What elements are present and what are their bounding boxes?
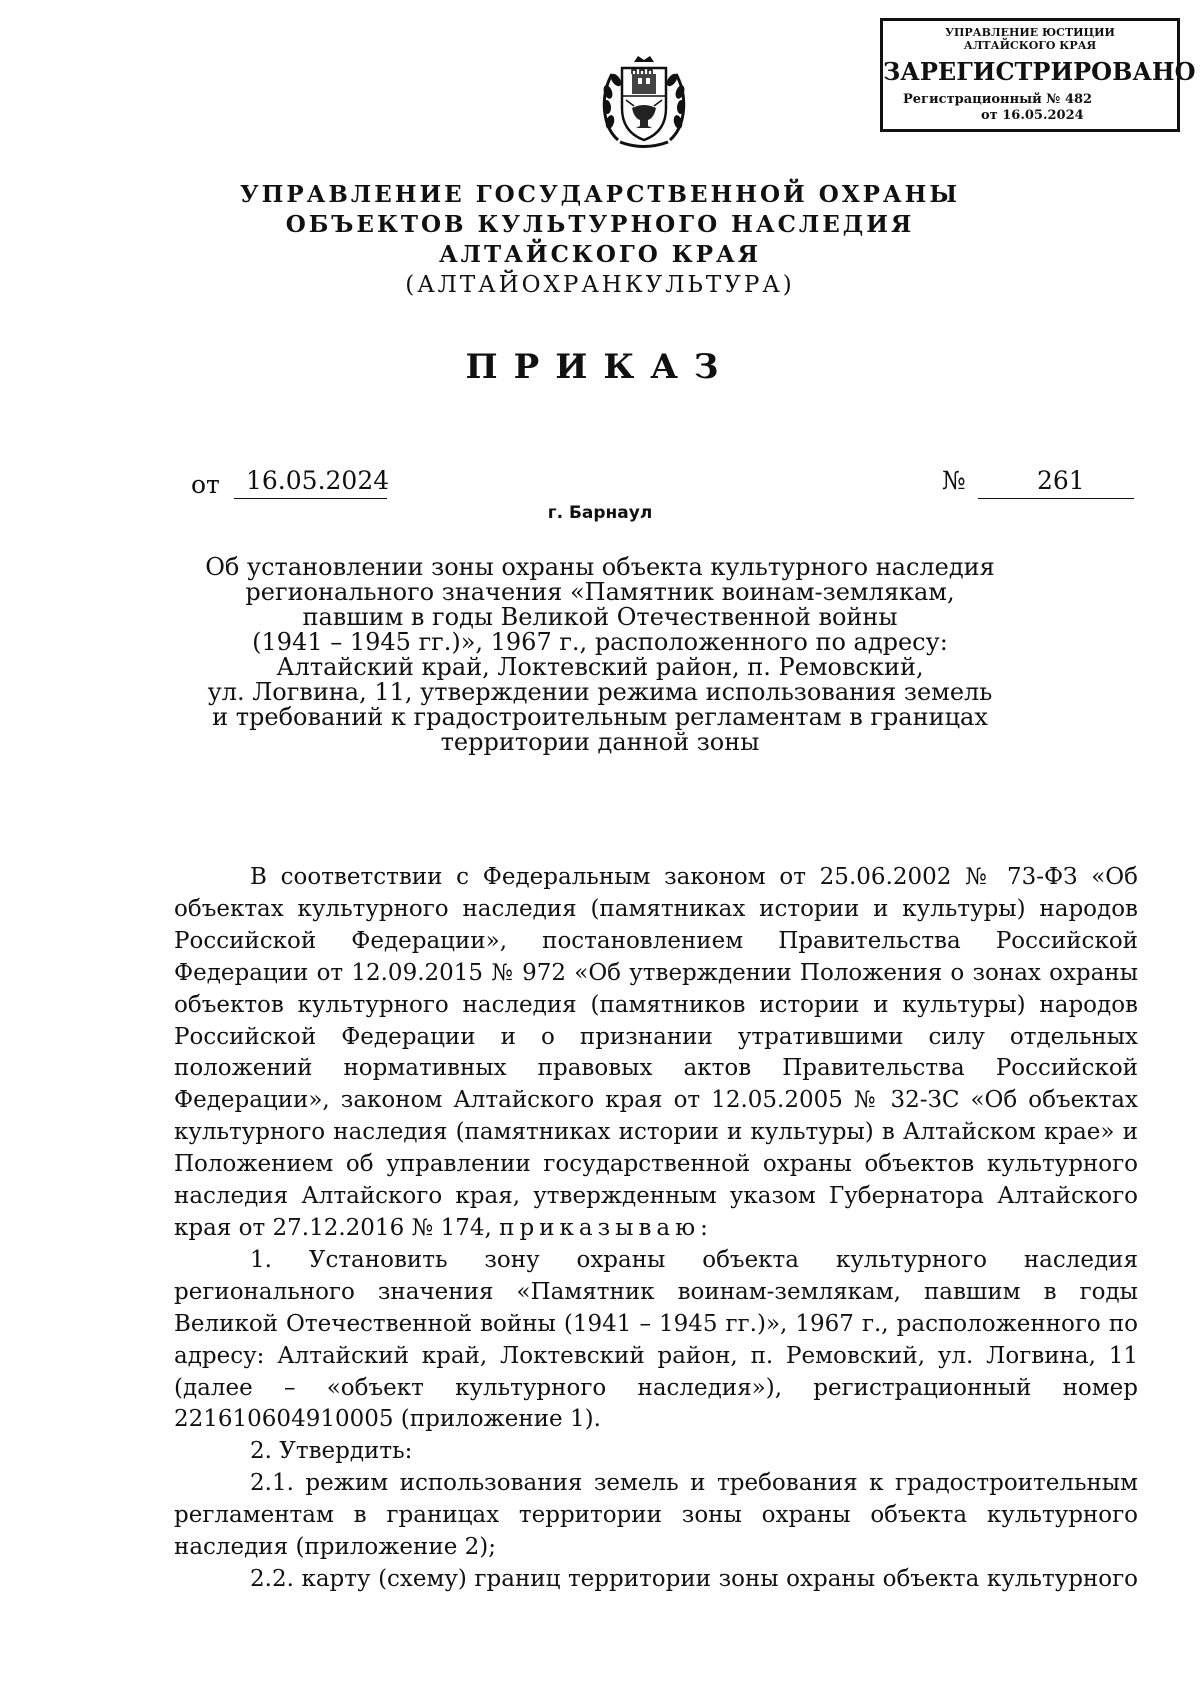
org-name-line3: АЛТАЙСКОГО КРАЯ [438, 241, 762, 268]
org-name-line1: УПРАВЛЕНИЕ ГОСУДАРСТВЕННОЙ ОХРАНЫ [240, 181, 960, 208]
subject-line: Алтайский край, Локтевский район, п. Ремовский, [276, 653, 924, 681]
org-name-line2: ОБЪЕКТОВ КУЛЬТУРНОГО НАСЛЕДИЯ [285, 211, 915, 238]
number-prefix: № [942, 466, 966, 495]
subject-line: и требований к градостроительным регламентам в границах [212, 703, 988, 731]
order-subject [150, 555, 1050, 755]
item-2: 2. Утвердить: [250, 1438, 413, 1465]
number-underline [978, 498, 1134, 499]
subject-line: павшим в годы Великой Отечественной войны [302, 603, 898, 631]
stamp-status: ЗАРЕГИСТРИРОВАНО [883, 57, 1196, 86]
subject-line: Об установлении зоны охраны объекта культурного наследия [205, 553, 995, 581]
item-2-1: 2.1. режим использования земель и требования к градостроительным регламентам в границах территории зоны охраны объекта культурного наследия (приложение 2); [174, 1470, 1138, 1561]
date-underline [234, 498, 387, 499]
subject-line: ул. Логвина, 11, утверждении режима использования земель [207, 678, 993, 706]
document-title: ПРИКАЗ [465, 347, 735, 387]
order-body [174, 862, 1138, 1596]
subject-line: (1941 – 1945 гг.)», 1967 г., расположенного по адресу: [252, 628, 948, 656]
stamp-reg-date: от 16.05.2024 [981, 108, 1084, 123]
subject-line: территории данной зоны [440, 728, 760, 756]
order-number: 261 [1037, 466, 1085, 495]
subject-line: регионального значения «Памятник воинам-землякам, [245, 578, 955, 606]
item-1: 1. Установить зону охраны объекта культурного наследия регионального значения «Памятник воинам-землякам, павшим в годы Великой Отечественной войны (1941 – 1945 гг.)», 1967 г., расположенного по адресу: Алтайский край, Локтевский район, п. Ремовский, ул. Логвина, 11 (далее – «объект культурного наследия»), регистрационный номер 221610604910005 (приложение 1). [174, 1246, 1138, 1433]
date-prefix: от [191, 470, 220, 499]
city: г. Барнаул [547, 503, 653, 523]
registration-stamp [880, 18, 1196, 132]
preamble-paragraph [174, 862, 1138, 1245]
order-date: 16.05.2024 [246, 466, 390, 495]
item-2-2: 2.2. карту (схему) границ территории зоны охраны объекта культурного [250, 1565, 1138, 1592]
altai-krai-coat-of-arms-icon [598, 52, 690, 152]
preamble-text: В соответствии с Федеральным законом от 25.06.2002 № 73-ФЗ «Об объектах культурного наследия (памятниках истории и культуры) народов Российской Федерации», постановлением Правительства Российской Федерации от 12.09.2015 № 972 «Об утверждении Положения о зонах охраны объектов культурного наследия (памятников истории и культуры) народов Российской Федерации и о признании утратившими силу отдельных положений нормативных правовых актов Правительства Российской Федерации», законом Алтайского края от 12.05.2005 № 32-ЗС «Об объектах культурного наследия (памятниках истории и культуры) в Алтайском крае» и Положением об управлении государственной охраны объектов культурного наследия Алтайского края, утвержденным указом Губернатора Алтайского края от 27.12.2016 № 174, [174, 864, 1138, 1241]
stamp-authority-line1: УПРАВЛЕНИЕ ЮСТИЦИИ [945, 26, 1115, 39]
org-short-name: (АЛТАЙОХРАНКУЛЬТУРА) [405, 272, 795, 298]
stamp-reg-number: Регистрационный № 482 [903, 92, 1093, 107]
order-word: приказываю: [499, 1214, 713, 1241]
stamp-authority-line2: АЛТАЙСКОГО КРАЯ [963, 39, 1097, 52]
